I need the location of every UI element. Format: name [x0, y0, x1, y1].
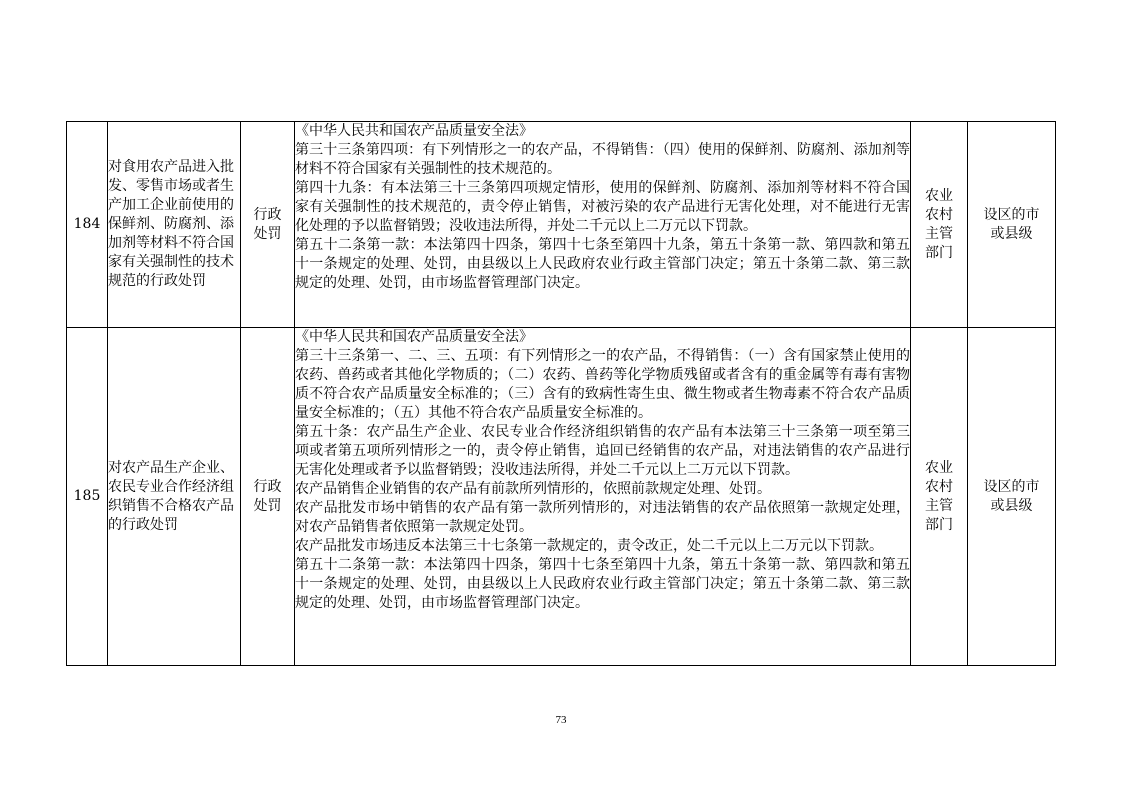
department: 农业农村主管部门: [911, 328, 968, 666]
item-category: 行政处罚: [241, 122, 295, 328]
penalty-table: [66, 121, 1056, 666]
jurisdiction-level: 设区的市或县级: [968, 328, 1056, 666]
table-row: [67, 122, 1056, 328]
table-row: [67, 328, 1056, 666]
jurisdiction-level: 设区的市或县级: [968, 122, 1056, 328]
basis-paragraph: 农产品销售企业销售的农产品有前款所列情形的，依照前款规定处理、处罚。: [295, 481, 771, 497]
page-number: 73: [555, 714, 567, 726]
item-name: 对农产品生产企业、农民专业合作经济组织销售不合格农产品的行政处罚: [108, 328, 241, 666]
legal-basis: [295, 328, 911, 666]
basis-paragraph: 第三十三条第一、二、三、五项：有下列情形之一的农产品，不得销售：（一）含有国家禁止使用的农药、兽药或者其他化学物质的；（二）农药、兽药等化学物质残留或者含有的重金属等有毒有害物质不符合农产品质量安全标准的；（三）含有的致病性寄生虫、微生物或者生物毒素不符合农产品质量安全标准的；（五）其他不符合农产品质量安全标准的。: [295, 348, 910, 421]
basis-paragraph: 《中华人民共和国农产品质量安全法》: [295, 329, 533, 345]
item-category: 行政处罚: [241, 328, 295, 666]
department: 农业农村主管部门: [911, 122, 968, 328]
basis-paragraph: 第四十九条：有本法第三十三条第四项规定情形，使用的保鲜剂、防腐剂、添加剂等材料不符合国家有关强制性的技术规范的，责令停止销售，对被污染的农产品进行无害化处理，对不能进行无害化处理的予以监督销毁；没收违法所得，并处二千元以上二万元以下罚款。: [295, 180, 910, 234]
basis-paragraph: 农产品批发市场违反本法第三十七条第一款规定的，责令改正，处二千元以上二万元以下罚款。: [295, 538, 883, 554]
basis-paragraph: 《中华人民共和国农产品质量安全法》: [295, 123, 533, 139]
basis-paragraph: 第五十二条第一款：本法第四十四条，第四十七条至第四十九条，第五十条第一款、第四款和第五十一条规定的处理、处罚，由县级以上人民政府农业行政主管部门决定；第五十条第二款、第三款规定的处理、处罚，由市场监督管理部门决定。: [295, 237, 910, 291]
basis-paragraph: 第五十条：农产品生产企业、农民专业合作经济组织销售的农产品有本法第三十三条第一项至第三项或者第五项所列情形之一的，责令停止销售，追回已经销售的农产品，对违法销售的农产品进行无害化处理或者予以监督销毁；没收违法所得，并处二千元以上二万元以下罚款。: [295, 424, 910, 478]
item-name: 对食用农产品进入批发、零售市场或者生产加工企业前使用的保鲜剂、防腐剂、添加剂等材料不符合国家有关强制性的技术规范的行政处罚: [108, 122, 241, 328]
legal-basis: [295, 122, 911, 328]
basis-paragraph: 农产品批发市场中销售的农产品有第一款所列情形的，对违法销售的农产品依照第一款规定处理，对农产品销售者依照第一款规定处罚。: [295, 500, 910, 535]
basis-paragraph: 第五十二条第一款：本法第四十四条，第四十七条至第四十九条，第五十条第一款、第四款和第五十一条规定的处理、处罚，由县级以上人民政府农业行政主管部门决定；第五十条第二款、第三款规定的处理、处罚，由市场监督管理部门决定。: [295, 557, 910, 611]
basis-paragraph: 第三十三条第四项：有下列情形之一的农产品，不得销售：（四）使用的保鲜剂、防腐剂、添加剂等材料不符合国家有关强制性的技术规范的。: [295, 142, 910, 177]
row-number: 185: [67, 328, 108, 666]
row-number: 184: [67, 122, 108, 328]
